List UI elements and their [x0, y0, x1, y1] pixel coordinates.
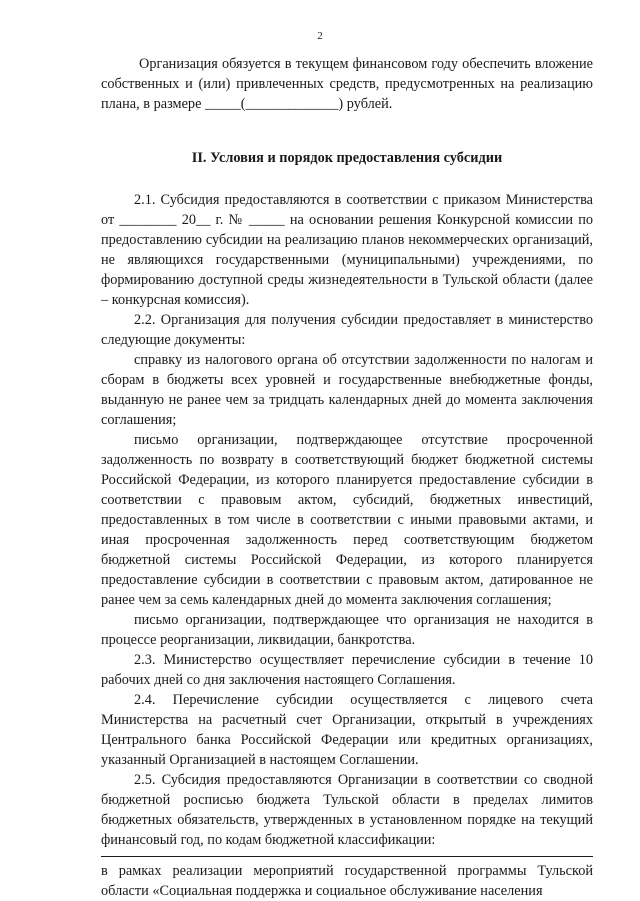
intro-paragraph: Организация обязуется в текущем финансовом году обеспечить вложение собственных и (или) привлеченных средств, предусмотренных на реализацию плана, в размере _____(_____________) рублей.	[101, 56, 593, 112]
spacer	[101, 168, 593, 190]
paragraph-2-2: 2.2. Организация для получения субсидии предоставляет в министерство следующие документы:	[101, 312, 593, 348]
paragraph-2-3: 2.3. Министерство осуществляет перечисление субсидии в течение 10 рабочих дней со дня заключения настоящего Соглашения.	[101, 652, 593, 688]
list-item-no-reorganization-letter: письмо организации, подтверждающее что организация не находится в процессе реорганизации, ликвидации, банкротства.	[101, 612, 593, 648]
list-item-tax-certificate: справку из налогового органа об отсутствии задолженности по налогам и сборам в бюджеты всех уровней и государственные внебюджетные фонды, выданную не ранее чем за тридцать календарных дней до момента заключения соглашения;	[101, 352, 593, 428]
paragraph-2-5: 2.5. Субсидия предоставляются Организации в соответствии со сводной бюджетной росписью бюджета Тульской области в пределах лимитов бюджетных обязательств, утвержденных в установленном порядке на текущий финансовый год, по кодам бюджетной классификации:	[101, 772, 593, 848]
page-number: 2	[317, 30, 323, 42]
budget-code-blank-line	[101, 856, 593, 857]
list-item-no-debt-letter: письмо организации, подтверждающее отсутствие просроченной задолженность по возврату в соответствующий бюджет бюджетной системы Российской Федерации, из которого планируется предоставление субсидии в соответствии с правовым актом, субсидий, бюджетных инвестиций, предоставленных в том числе в соответствии с иными правовыми актами, и иная просроченная задолженность перед соответствующим бюджетом бюджетной системы Российской Федерации, из которого планируется предоставление субсидии в соответствии с правовым актом, датированное не ранее чем за семь календарных дней до момента заключения соглашения;	[101, 432, 593, 608]
program-reference-text: в рамках реализации мероприятий государственной программы Тульской области «Социальная поддержка и социальное обслуживание населения	[101, 863, 593, 899]
paragraph-2-1: 2.1. Субсидия предоставляются в соответствии с приказом Министерства от ________ 20__ г. № _____ на основании решения Конкурсной комиссии по предоставлению субсидии на реализацию планов некоммерческих организаций, не являющихся государственными (муниципальными) учреждениями, по формированию доступной среды жизнедеятельности в Тульской области (далее – конкурсная комиссия).	[101, 192, 593, 308]
document-body	[101, 54, 593, 901]
paragraph-2-4: 2.4. Перечисление субсидии осуществляется с лицевого счета Министерства на расчетный счет Организации, открытый в учреждениях Центрального банка Российской Федерации или кредитных организациях, указанный Организацией в настоящем Соглашении.	[101, 692, 593, 768]
spacer	[101, 114, 593, 148]
section-heading: II. Условия и порядок предоставления субсидии	[191, 150, 503, 166]
